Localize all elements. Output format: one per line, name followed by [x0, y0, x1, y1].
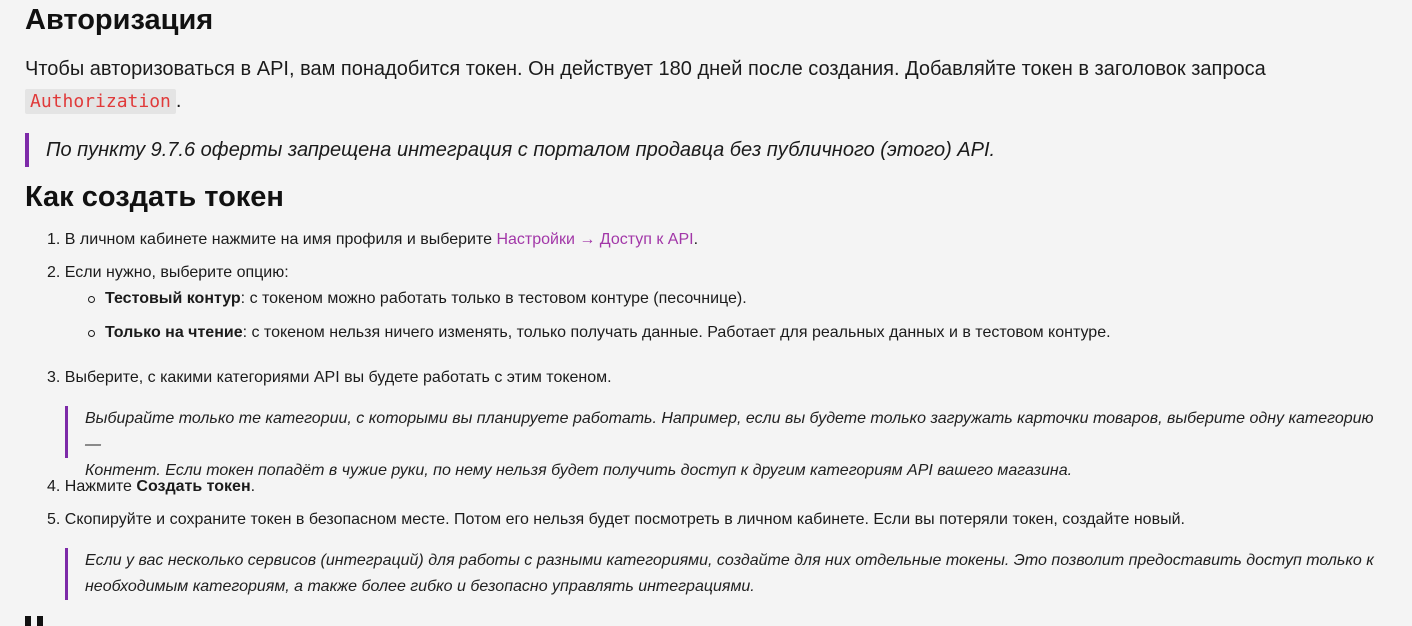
step-3-text: Выберите, с какими категориями API вы будете работать с этим токеном.	[64, 369, 612, 386]
option-test-contour-text: : с токеном можно работать только в тестовом контуре (песочнице).	[240, 290, 747, 307]
option-read-only-label: Только на чтение	[105, 324, 243, 341]
auth-intro	[25, 53, 1395, 118]
option-read-only	[88, 322, 1111, 344]
categories-note-line-2: Контент. Если токен попадёт в чужие руки, по нему нельзя будет получить доступ к другим категориям API вашего магазина.	[85, 462, 1073, 479]
step-5-text: Скопируйте и сохраните токен в безопасном месте. Потом его нельзя будет посмотреть в личном кабинете. Если вы потеряли токен, создайте новый.	[64, 511, 1185, 528]
services-note	[65, 548, 1385, 600]
services-note-line-2: необходимым категориям, а также более гибко и безопасно управлять интеграциями.	[85, 578, 755, 595]
step-2-number: 2.	[47, 264, 61, 281]
step-4-number: 4.	[47, 478, 61, 495]
bullet-dot-icon	[88, 296, 95, 303]
option-test-contour	[88, 288, 747, 310]
next-heading-cutoff	[25, 616, 55, 626]
categories-note-line-1: Выбирайте только те категории, с которыми вы планируете работать. Например, если вы будете только загружать карточки товаров, выберите одну категорию —	[85, 410, 1374, 453]
step-2-text: Если нужно, выберите опцию:	[64, 264, 289, 281]
step-1-number: 1.	[47, 231, 61, 248]
section-title-authorization: Авторизация	[25, 4, 214, 36]
authorization-header-code: Authorization	[25, 89, 176, 114]
step-1-tail: .	[693, 231, 699, 248]
step-1	[47, 229, 698, 251]
step-4	[47, 476, 255, 498]
settings-api-access-link[interactable]: Настройки → Доступ к API	[496, 231, 694, 248]
section-title-create-token: Как создать токен	[25, 181, 284, 213]
create-token-label: Создать токен	[136, 478, 251, 495]
auth-intro-period: .	[175, 90, 182, 112]
step-3-number: 3.	[47, 369, 61, 386]
services-note-line-1: Если у вас несколько сервисов (интеграций) для работы с разными категориями, создайте для них отдельные токены. Это позволит предоставить доступ только к	[85, 552, 1374, 569]
step-1-text: В личном кабинете нажмите на имя профиля и выберите	[64, 231, 492, 248]
bullet-dot-icon	[88, 330, 95, 337]
auth-intro-text: Чтобы авторизоваться в API, вам понадобится токен. Он действует 180 дней после создания. Добавляйте токен в заголовок запроса	[25, 58, 1266, 80]
step-4-text: Нажмите	[64, 478, 132, 495]
offer-note-quote: По пункту 9.7.6 оферты запрещена интеграция с порталом продавца без публичного (этого) API.	[25, 133, 1325, 167]
step-5-number: 5.	[47, 511, 61, 528]
categories-note	[65, 406, 1385, 479]
step-4-tail: .	[250, 478, 256, 495]
step-2	[47, 262, 289, 284]
step-3	[47, 367, 612, 389]
step-5	[47, 509, 1185, 531]
option-test-contour-label: Тестовый контур	[105, 290, 241, 307]
option-read-only-text: : с токеном нельзя ничего изменять, только получать данные. Работает для реальных данных и в тестовом контуре.	[242, 324, 1111, 341]
